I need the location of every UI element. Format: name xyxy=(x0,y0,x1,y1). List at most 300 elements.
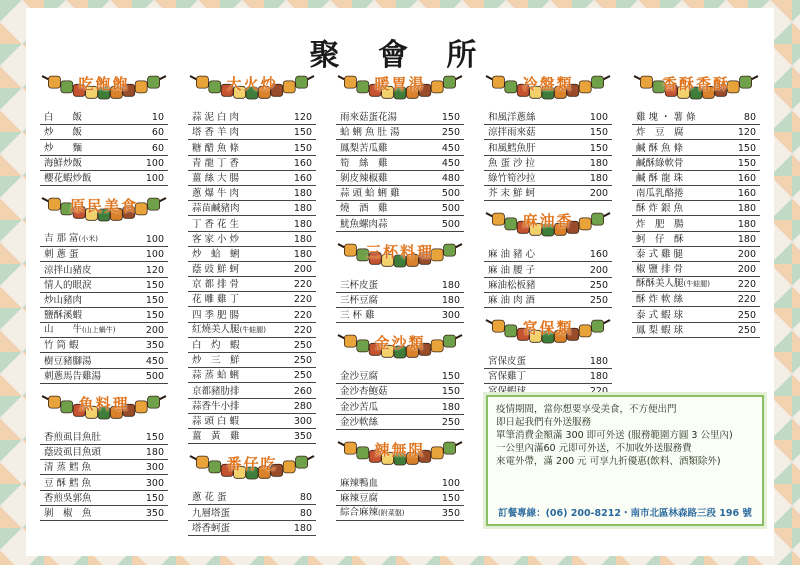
menu-item-row xyxy=(632,247,760,262)
menu-item-name-cell xyxy=(192,293,239,306)
menu-item-name: 豆 酥 鱈 魚 xyxy=(44,477,92,489)
menu-item-name: 刺 蔥 蛋 xyxy=(44,249,79,261)
menu-item-price: 160 xyxy=(293,172,312,184)
section-title: 原民美食 xyxy=(69,196,138,215)
menu-item-name-cell xyxy=(488,370,526,383)
menu-item-row xyxy=(188,323,316,338)
menu-item-price: 160 xyxy=(293,157,312,169)
menu-item-row xyxy=(484,247,612,262)
menu-item-price: 220 xyxy=(737,279,756,291)
menu-item-row xyxy=(484,186,612,201)
menu-item-name-cell xyxy=(44,294,82,307)
menu-item-row xyxy=(336,140,464,155)
menu-item-row xyxy=(188,414,316,429)
menu-item-name-cell xyxy=(636,277,710,291)
menu-item-name: 京都豬肋排 xyxy=(192,385,240,397)
menu-item-price: 180 xyxy=(737,218,756,230)
menu-item-name-cell xyxy=(340,309,375,322)
menu-item-name: 三 杯 雞 xyxy=(340,310,375,322)
section-banner xyxy=(632,70,760,106)
menu-item-row xyxy=(188,156,316,171)
menu-item-name-cell xyxy=(636,324,683,337)
menu-item-note: (附菜盤) xyxy=(378,509,405,518)
menu-item-name: 京 都 排 骨 xyxy=(192,279,240,291)
menu-item-row xyxy=(632,140,760,155)
menu-item-name-cell xyxy=(192,202,240,215)
menu-item-name: 涼拌山豬皮 xyxy=(44,264,92,276)
menu-item-row xyxy=(632,125,760,140)
menu-item-price: 100 xyxy=(145,249,164,261)
menu-item-row xyxy=(188,125,316,140)
menu-item-row xyxy=(188,186,316,201)
menu-item-row xyxy=(336,415,464,430)
menu-item-row xyxy=(40,278,168,293)
menu-item-row xyxy=(632,262,760,277)
menu-item-row xyxy=(336,476,464,491)
menu-item-row xyxy=(188,140,316,155)
section-banner xyxy=(336,238,464,274)
menu-item-name-cell xyxy=(340,111,397,124)
menu-item-name: 香煎吳郭魚 xyxy=(44,492,92,504)
menu-item-price: 10 xyxy=(151,112,164,124)
menu-item-row xyxy=(336,384,464,399)
section-title: 魚料理 xyxy=(78,394,130,413)
menu-item-row xyxy=(188,505,316,520)
menu-item-row xyxy=(188,338,316,353)
menu-item-price: 60 xyxy=(151,127,164,139)
menu-item-price: 180 xyxy=(441,279,460,291)
menu-item-name: 蛤 蜊 魚 肚 湯 xyxy=(340,127,400,139)
menu-item-name-cell xyxy=(44,355,92,368)
menu-item-row xyxy=(40,323,168,338)
menu-item-price: 180 xyxy=(441,294,460,306)
menu-item-row xyxy=(484,171,612,186)
section-title: 三杯料理 xyxy=(365,242,434,261)
menu-item-row xyxy=(336,278,464,293)
menu-item-price: 200 xyxy=(589,188,608,200)
menu-item-name-cell xyxy=(636,187,684,200)
section-title: 金沙類 xyxy=(374,334,426,353)
menu-item-price: 150 xyxy=(589,142,608,154)
menu-item-price: 350 xyxy=(441,508,460,520)
menu-item-price: 150 xyxy=(145,294,164,306)
menu-item-name: 鹹酥綠軟骨 xyxy=(636,157,684,169)
menu-item-name-cell xyxy=(192,400,240,413)
menu-section xyxy=(336,238,464,324)
menu-item-name: 炒 麵 xyxy=(44,142,83,154)
menu-item-row xyxy=(484,140,612,155)
menu-item-name-cell xyxy=(44,370,101,383)
menu-item-price: 160 xyxy=(737,172,756,184)
menu-item-name-cell xyxy=(636,233,684,246)
menu-item-price: 180 xyxy=(589,371,608,383)
menu-item-name: 酥 炸 銀 魚 xyxy=(636,203,684,215)
menu-item-name: 剝 椒 魚 xyxy=(44,507,92,519)
menu-item-row xyxy=(188,277,316,292)
menu-item-name: 涼拌雨來菇 xyxy=(488,127,536,139)
menu-item-row xyxy=(632,186,760,201)
menu-item-row xyxy=(632,201,760,216)
menu-item-name-cell xyxy=(44,279,92,292)
menu-item-price: 250 xyxy=(441,127,460,139)
menu-item-row xyxy=(336,110,464,125)
menu-item-price: 60 xyxy=(151,142,164,154)
menu-item-name: 魷魚螺肉蒜 xyxy=(340,218,388,230)
menu-item-price: 150 xyxy=(145,432,164,443)
menu-item-name: 宮保皮蛋 xyxy=(488,356,527,368)
menu-item-row xyxy=(632,110,760,125)
menu-item-name-cell xyxy=(340,492,378,505)
menu-item-row xyxy=(336,216,464,231)
menu-item-name: 蚵 仔 酥 xyxy=(636,233,684,245)
menu-item-name: 九層塔蛋 xyxy=(192,507,231,519)
menu-item-row xyxy=(632,156,760,171)
notice-line: 來電外帶，滿 200 元 可享九折優惠(飲料、酒類除外) xyxy=(496,456,721,467)
menu-item-price: 80 xyxy=(299,492,312,504)
menu-item-price: 150 xyxy=(441,493,460,505)
menu-item-price: 450 xyxy=(441,142,460,154)
menu-item-row xyxy=(40,506,168,521)
menu-item-row xyxy=(632,216,760,231)
menu-item-price: 100 xyxy=(145,157,164,169)
menu-item-name-cell xyxy=(488,142,536,155)
menu-item-name: 白 飯 xyxy=(44,112,83,124)
section-banner xyxy=(484,70,612,106)
menu-item-row xyxy=(188,110,316,125)
menu-item-row xyxy=(40,338,168,353)
menu-item-name-cell xyxy=(636,218,684,231)
menu-item-row xyxy=(188,399,316,414)
notice-line: 即日起我們有外送服務 xyxy=(496,417,592,428)
menu-item-name: 麻 油 腰 子 xyxy=(488,264,536,276)
menu-item-price: 200 xyxy=(737,264,756,276)
menu-item-price: 180 xyxy=(293,233,312,245)
menu-item-name-cell xyxy=(44,339,79,352)
menu-item-name: 芥 末 鮮 蚵 xyxy=(488,188,536,200)
section-title: 暖胃湯 xyxy=(374,75,426,93)
menu-item-row xyxy=(188,232,316,247)
menu-item-name-cell xyxy=(340,294,378,307)
menu-item-price: 150 xyxy=(145,310,164,322)
menu-item-price: 300 xyxy=(145,477,164,489)
menu-item-name-cell xyxy=(340,187,400,200)
menu-item-name-cell xyxy=(488,126,536,139)
menu-item-name-cell xyxy=(636,111,696,124)
menu-item-name: 筍 絲 雞 xyxy=(340,157,388,169)
menu-item-row xyxy=(484,354,612,369)
menu-item-name: 金沙杏鮑菇 xyxy=(340,386,388,398)
menu-item-name: 鳳 梨 蝦 球 xyxy=(636,324,684,336)
section-title: 麻油香 xyxy=(522,212,574,231)
menu-item-name-cell xyxy=(636,309,683,322)
menu-item-row xyxy=(40,445,168,460)
menu-section xyxy=(336,70,464,232)
menu-item-price: 300 xyxy=(293,415,312,427)
menu-item-note: (山上蝸牛) xyxy=(82,326,116,335)
section-banner xyxy=(336,329,464,365)
menu-section xyxy=(40,70,168,186)
menu-item-price: 260 xyxy=(293,385,312,397)
menu-item-name-cell xyxy=(192,522,230,535)
menu-item-row xyxy=(484,369,612,384)
menu-item-price: 200 xyxy=(737,248,756,260)
menu-item-name-cell xyxy=(340,218,388,231)
menu-item-price: 200 xyxy=(589,264,608,276)
menu-item-name-cell xyxy=(44,126,82,139)
menu-item-name: 塔 香 羊 肉 xyxy=(192,127,240,139)
section-banner xyxy=(40,192,168,228)
menu-item-price: 150 xyxy=(737,142,756,154)
menu-item-price: 150 xyxy=(293,127,312,139)
menu-item-name-cell xyxy=(340,126,400,139)
menu-item-row xyxy=(188,201,316,216)
menu-item-row xyxy=(188,383,316,398)
menu-item-price: 220 xyxy=(293,279,312,291)
menu-item-name-cell xyxy=(44,446,101,459)
menu-item-row xyxy=(188,521,316,536)
menu-item-name-cell xyxy=(192,111,239,124)
menu-item-name-cell xyxy=(488,355,526,368)
menu-item-name: 海鮮炒飯 xyxy=(44,157,83,169)
section-title: 宮保類 xyxy=(522,318,574,337)
menu-item-name: 客 家 小 炒 xyxy=(192,233,240,245)
menu-section xyxy=(188,450,316,536)
menu-item-name: 香煎虱目魚肚 xyxy=(44,432,102,443)
menu-item-name: 蔥 花 蛋 xyxy=(192,492,227,504)
menu-section xyxy=(336,436,464,522)
menu-item-price: 180 xyxy=(293,218,312,230)
menu-item-name-cell xyxy=(636,157,684,170)
menu-item-name: 蔥 爆 牛 肉 xyxy=(192,188,240,200)
menu-item-row xyxy=(188,307,316,322)
menu-item-price: 220 xyxy=(293,294,312,306)
menu-item-name-cell xyxy=(488,187,535,200)
menu-item-row xyxy=(484,262,612,277)
section-title: 辣無限 xyxy=(374,440,426,459)
menu-item-row xyxy=(336,491,464,506)
menu-item-name: 鹹 酥 龍 珠 xyxy=(636,172,684,184)
menu-item-row xyxy=(188,292,316,307)
menu-section xyxy=(40,390,168,521)
menu-item-name: 炒 飯 xyxy=(44,127,83,139)
menu-item-name-cell xyxy=(340,279,378,292)
menu-item-name: 雨來菇蛋花湯 xyxy=(340,112,398,124)
menu-item-name-cell xyxy=(636,126,684,139)
menu-item-row xyxy=(632,292,760,307)
menu-item-row xyxy=(484,278,612,293)
menu-item-name: 四 季 肥 腸 xyxy=(192,309,240,321)
menu-item-name: 雞 塊 ・ 薯 條 xyxy=(636,112,696,124)
menu-item-row xyxy=(484,156,612,171)
order-hotline: 訂餐專線：(06) 200-8212・南市北區林森路三段 196 號 xyxy=(498,508,752,519)
menu-item-price: 180 xyxy=(293,248,312,260)
menu-item-row xyxy=(484,293,612,308)
menu-item-name: 南瓜乳酪捲 xyxy=(636,188,684,200)
menu-item-name: 泰 式 雞 腿 xyxy=(636,248,684,260)
section-title: 香酥香酥 xyxy=(661,75,730,93)
menu-item-name-cell xyxy=(192,309,239,322)
menu-item-name: 炒 蛤 蜊 xyxy=(192,248,240,260)
menu-item-name-cell xyxy=(340,506,404,520)
menu-item-row xyxy=(40,140,168,155)
menu-item-row xyxy=(632,323,760,338)
section-banner xyxy=(188,70,316,106)
section-banner xyxy=(336,436,464,472)
menu-item-price: 250 xyxy=(293,370,312,382)
menu-item-name: 麻 油 肉 酒 xyxy=(488,294,536,306)
notice-line: 一公里內滿60 元即可外送，不加收外送服務費 xyxy=(496,443,692,454)
menu-item-name-cell xyxy=(192,415,239,428)
menu-item-row xyxy=(40,491,168,506)
section-banner xyxy=(336,70,464,106)
menu-item-name-cell xyxy=(192,491,227,504)
menu-item-row xyxy=(336,156,464,171)
menu-item-name: 刺蔥馬告雞湯 xyxy=(44,370,102,382)
menu-item-price: 250 xyxy=(293,355,312,367)
menu-item-name: 薑 黃 雞 xyxy=(192,431,240,443)
menu-item-price: 160 xyxy=(589,249,608,261)
menu-item-name: 炸 肥 腸 xyxy=(636,218,684,230)
menu-item-name-cell xyxy=(636,202,683,215)
menu-item-row xyxy=(40,232,168,247)
menu-item-name: 泰 式 蝦 球 xyxy=(636,309,684,321)
menu-item-price: 250 xyxy=(737,309,756,321)
menu-section xyxy=(40,192,168,384)
menu-item-name-cell xyxy=(636,142,683,155)
menu-item-price: 200 xyxy=(145,325,164,337)
menu-item-price: 300 xyxy=(145,462,164,474)
menu-item-name: 蒜香牛小排 xyxy=(192,400,240,412)
menu-item-name: 糖 醋 魚 條 xyxy=(192,142,240,154)
menu-item-price: 80 xyxy=(743,112,756,124)
menu-item-name: 丁 香 花 生 xyxy=(192,218,240,230)
menu-item-name-cell xyxy=(192,263,239,276)
section-banner xyxy=(484,314,612,350)
menu-column-5 xyxy=(632,70,760,344)
menu-item-row xyxy=(336,201,464,216)
menu-item-name: 白 灼 蝦 xyxy=(192,340,240,351)
menu-item-name: 櫻花蝦炒飯 xyxy=(44,172,92,184)
menu-item-name-cell xyxy=(192,430,240,443)
menu-item-row xyxy=(484,110,612,125)
menu-section xyxy=(632,70,760,338)
menu-item-price: 180 xyxy=(441,401,460,413)
menu-item-name: 鳳梨苦瓜雞 xyxy=(340,142,388,154)
menu-item-name: 蒜 蒸 蛤 蜊 xyxy=(192,370,240,382)
menu-item-name-cell xyxy=(44,477,91,490)
menu-column-4 xyxy=(484,70,612,405)
menu-item-row xyxy=(40,110,168,125)
menu-item-name: 麻 油 豬 心 xyxy=(488,249,536,261)
menu-item-price: 150 xyxy=(145,279,164,291)
menu-item-note: (牛蛙腿) xyxy=(239,325,266,334)
menu-item-row xyxy=(40,293,168,308)
menu-item-row xyxy=(40,430,168,445)
menu-item-price: 160 xyxy=(737,188,756,200)
menu-item-price: 180 xyxy=(589,356,608,368)
menu-item-price: 150 xyxy=(441,386,460,398)
menu-item-price: 80 xyxy=(299,507,312,519)
menu-section xyxy=(188,70,316,444)
menu-item-name: 炒山豬肉 xyxy=(44,294,83,306)
menu-item-name: 和風洋蔥絲 xyxy=(488,112,536,124)
menu-item-name: 酥酥美人腿 xyxy=(636,278,684,290)
menu-item-row xyxy=(188,216,316,231)
menu-item-name-cell xyxy=(44,172,92,185)
menu-item-price: 120 xyxy=(145,264,164,276)
menu-item-row xyxy=(40,247,168,262)
menu-item-price: 350 xyxy=(145,340,164,352)
menu-item-name-cell xyxy=(340,172,388,185)
menu-item-row xyxy=(40,156,168,171)
menu-item-name: 麻辣鴨血 xyxy=(340,478,379,489)
menu-item-name-cell xyxy=(192,218,239,231)
menu-item-name: 情人的眼淚 xyxy=(44,279,92,291)
menu-item-name-cell xyxy=(192,278,239,291)
menu-item-name-cell xyxy=(192,126,239,139)
menu-item-name: 綠竹筍沙拉 xyxy=(488,172,536,184)
menu-item-note: (小米) xyxy=(78,235,99,244)
menu-item-name: 綜合麻辣 xyxy=(340,507,379,519)
menu-section xyxy=(336,329,464,430)
menu-item-row xyxy=(40,171,168,186)
menu-item-name-cell xyxy=(192,172,239,185)
menu-item-name-cell xyxy=(488,294,535,307)
menu-item-row xyxy=(336,293,464,308)
menu-item-price: 150 xyxy=(441,371,460,383)
menu-item-price: 180 xyxy=(737,233,756,245)
menu-item-price: 120 xyxy=(293,112,312,124)
menu-item-name-cell xyxy=(636,263,683,276)
menu-item-name: 清 蒸 鱈 魚 xyxy=(44,462,92,474)
menu-item-name-cell xyxy=(44,309,82,322)
menu-item-price: 180 xyxy=(293,188,312,200)
section-title: 番仔吃 xyxy=(226,455,278,474)
menu-item-row xyxy=(40,125,168,140)
menu-item-price: 250 xyxy=(441,416,460,428)
menu-item-name-cell xyxy=(192,323,266,337)
menu-item-name-cell xyxy=(636,172,683,185)
menu-item-price: 450 xyxy=(145,355,164,367)
menu-item-name-cell xyxy=(340,416,378,429)
menu-item-name-cell xyxy=(192,385,240,398)
menu-item-price: 500 xyxy=(441,203,460,215)
menu-item-name-cell xyxy=(340,202,388,215)
menu-item-price: 220 xyxy=(293,309,312,321)
menu-item-price: 200 xyxy=(293,264,312,276)
menu-item-name: 金沙軟絲 xyxy=(340,416,379,428)
menu-item-price: 180 xyxy=(589,172,608,184)
menu-item-name: 金沙苦瓜 xyxy=(340,401,379,413)
menu-item-price: 250 xyxy=(589,294,608,306)
menu-item-name-cell xyxy=(44,264,92,277)
menu-item-name-cell xyxy=(488,264,535,277)
menu-item-name: 蔭豉虱目魚頭 xyxy=(44,447,102,459)
menu-item-name: 薑 絲 大 腸 xyxy=(192,172,240,184)
menu-item-name-cell xyxy=(192,157,239,170)
menu-item-price: 100 xyxy=(441,478,460,489)
menu-item-row xyxy=(632,171,760,186)
menu-item-name: 蔭 豉 鮮 蚵 xyxy=(192,264,240,276)
menu-item-name-cell xyxy=(192,354,240,367)
menu-item-name: 剝皮辣椒雞 xyxy=(340,172,388,184)
menu-item-name-cell xyxy=(340,142,388,155)
menu-item-name-cell xyxy=(340,370,378,383)
menu-item-row xyxy=(336,125,464,140)
menu-item-name: 塔香蚵蛋 xyxy=(192,522,231,534)
menu-item-name: 青 龍 丁 香 xyxy=(192,157,240,169)
menu-item-row xyxy=(336,171,464,186)
